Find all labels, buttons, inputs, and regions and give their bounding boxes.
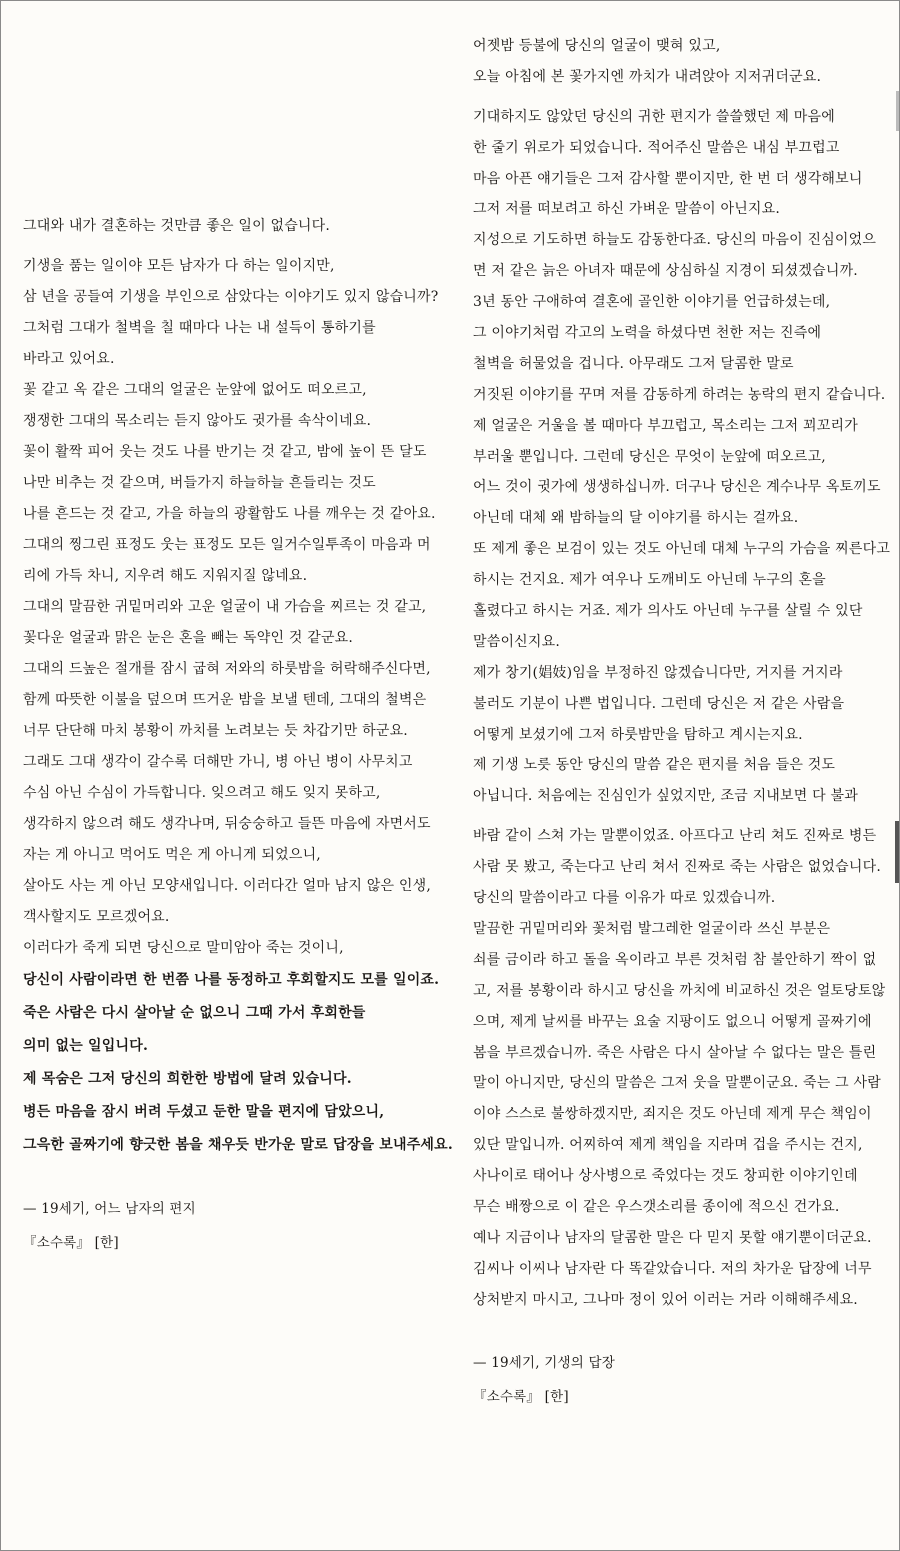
letter-line: 바람 같이 스쳐 가는 말뿐이었죠. 아프다고 난리 쳐도 진짜로 병든 [473,828,877,845]
letter-line: 아닙니다. 처음에는 진심인가 싶었지만, 조금 지내보면 다 불과 [473,788,858,805]
letter-line: 쇠를 금이라 하고 돌을 옥이라고 부른 것처럼 참 불안하기 짝이 없 [473,951,877,968]
letter-line: 생각하지 않으려 해도 생각나며, 뒤숭숭하고 들뜬 마음에 자면서도 [23,816,431,832]
letter-line: 기생을 품는 일이야 모든 남자가 다 하는 일이지만, [23,258,335,274]
letter-line: 지성으로 기도하면 하늘도 감동한다죠. 당신의 마음이 진심이었으 [473,232,877,249]
gisaeng-reply-column [473,31,891,1414]
letter-line: 말이 아니지만, 당신의 말씀은 그저 웃을 말뿐이군요. 죽는 그 사람 [473,1075,881,1092]
source-citation: 『소수록』 [한] [473,1388,569,1405]
letter-line: 있단 말입니까. 어찌하여 제게 책임을 지라며 겁을 주시는 건지, [473,1137,863,1154]
letter-line: 당신의 말씀이라고 다를 이유가 따로 있겠습니까. [473,890,776,907]
letter-line: 살아도 사는 게 아닌 모양새입니다. 이러다간 얼마 남지 않은 인생, [23,878,431,894]
letter-line: 제 기생 노릇 동안 당신의 말씀 같은 편지를 처음 들은 것도 [473,757,836,774]
letter-line: 수심 아닌 수심이 가득합니다. 잊으려고 해도 잊지 못하고, [23,785,381,801]
letter-line: 이러다가 죽게 되면 당신으로 말미암아 죽는 것이니, [23,940,344,956]
letter-line: 쟁쟁한 그대의 목소리는 듣지 않아도 귓가를 속삭이네요. [23,413,372,429]
letter-line: 그처럼 그대가 철벽을 칠 때마다 나는 내 설득이 통하기를 [23,320,376,336]
letter-line-bold: 죽은 사람은 다시 살아날 순 없으니 그때 가서 후회한들 [23,1005,366,1021]
letter-line: 그저 저를 떠보려고 하신 가벼운 말씀이 아닌지요. [473,201,781,218]
letter-line: 바라고 있어요. [23,351,115,367]
letter-line: 김씨나 이씨나 남자란 다 똑같았습니다. 저의 차가운 답장에 너무 [473,1260,872,1277]
letter-line: 자는 게 아니고 먹어도 먹은 게 아니게 되었으니, [23,847,321,863]
letter-line: 제 얼굴은 거울을 볼 때마다 부끄럽고, 목소리는 그저 꾀꼬리가 [473,417,858,434]
letter-line: 어젯밤 등불에 당신의 얼굴이 맺혀 있고, [473,38,721,54]
letter-line: 나만 비추는 것 같으며, 버들가지 하늘하늘 흔들리는 것도 [23,475,376,491]
letter-line-bold: 병든 마음을 잠시 버려 두셨고 둔한 말을 편지에 담았으니, [23,1104,385,1120]
source-citation: 『소수록』 [한] [23,1235,119,1251]
man-letter-column [23,211,453,1260]
letter-line: 어느 것이 귓가에 생생하십니까. 더구나 당신은 계수나무 옥토끼도 [473,479,881,496]
letter-line: 사나이로 태어나 상사병으로 죽었다는 것도 창피한 이야기인데 [473,1168,858,1185]
page-edge-mark [895,821,899,883]
letter-line: 꽃다운 얼굴과 맑은 눈은 혼을 빼는 독약인 것 같군요. [23,630,354,646]
letter-line: 고, 저를 봉황이라 하시고 당신을 까치에 비교하신 것은 얼토당토않 [473,982,886,999]
letter-line-bold: 그윽한 골짜기에 향긋한 봄을 채우듯 반가운 말로 답장을 보내주세요. [23,1137,453,1153]
letter-line: 그래도 그대 생각이 갈수록 더해만 가니, 병 아닌 병이 사무치고 [23,754,413,770]
letter-line: 말씀이신지요. [473,633,560,650]
letter-line-bold: 당신이 사람이라면 한 번쯤 나를 동정하고 후회할지도 모를 일이죠. [23,972,440,988]
letter-line: 예나 지금이나 남자의 달콤한 말은 다 믿지 못할 얘기뿐이더군요. [473,1229,872,1246]
letter-line: 그대의 말끔한 귀밑머리와 고운 얼굴이 내 가슴을 찌르는 것 같고, [23,599,427,615]
letter-line: 무슨 배짱으로 이 같은 우스갯소리를 종이에 적으신 건가요. [473,1198,840,1215]
letter-line: 제가 창기(娼妓)임을 부정하진 않겠습니다만, 거지를 거지라 [473,664,843,681]
letter-line: 그 이야기처럼 각고의 노력을 하셨다면 천한 저는 진즉에 [473,325,822,342]
letter-line: 오늘 아침에 본 꽃가지엔 까치가 내려앉아 지저귀더군요. [473,68,822,85]
letter-line: 또 제게 좋은 보검이 있는 것도 아닌데 대체 누구의 가슴을 찌른다고 [473,541,891,558]
letter-line: 불러도 기분이 나쁜 법입니다. 그런데 당신은 저 같은 사람을 [473,695,845,712]
letter-line: 그대의 찡그린 표정도 웃는 표정도 모든 일거수일투족이 마음과 머 [23,537,431,553]
letter-line: 나를 흔드는 것 같고, 가을 하늘의 광활함도 나를 깨우는 것 같아요. [23,506,436,522]
letter-line: 이야 스스로 불쌍하겠지만, 죄지은 것도 아닌데 제게 무슨 책임이 [473,1106,872,1123]
letter-line: 기대하지도 않았던 당신의 귀한 편지가 쓸쓸했던 제 마음에 [473,108,835,125]
letter-line: 어떻게 보셨기에 그저 하룻밤만을 탐하고 계시는지요. [473,726,803,743]
letter-line: 면 저 같은 늙은 아녀자 때문에 상심하실 지경이 되셨겠습니까. [473,263,858,280]
letter-line: 리에 가득 차니, 지우려 해도 지워지질 않네요. [23,568,308,584]
letter-line: 말끔한 귀밑머리와 꽃처럼 발그레한 얼굴이라 쓰신 부분은 [473,920,831,937]
letter-line: 마음 아픈 얘기들은 그저 감사할 뿐이지만, 한 번 더 생각해보니 [473,170,863,187]
letter-line-bold: 제 목숨은 그저 당신의 희한한 방법에 달려 있습니다. [23,1071,352,1087]
letter-line: 3년 동안 구애하여 결혼에 골인한 이야기를 언급하셨는데, [473,294,831,311]
letter-line: 삼 년을 공들여 기생을 부인으로 삼았다는 이야기도 있지 않습니까? [23,289,439,305]
letter-line-bold: 의미 없는 일입니다. [23,1038,149,1054]
letter-line: 으며, 제게 날씨를 바꾸는 요술 지팡이도 없으니 어떻게 골짜기에 [473,1013,872,1030]
letter-line: 아닌데 대체 왜 밤하늘의 달 이야기를 하시는 걸까요. [473,510,799,527]
letter-line: 객사할지도 모르겠어요. [23,909,170,925]
letter-line: 거짓된 이야기를 꾸며 저를 감동하게 하려는 농락의 편지 같습니다. [473,386,886,403]
letter-line: 홀렸다고 하시는 거죠. 제가 의사도 아닌데 누구를 살릴 수 있단 [473,603,863,620]
attribution: — 19세기, 어느 남자의 편지 [23,1201,196,1217]
letter-line: 그대의 드높은 절개를 잠시 굽혀 저와의 하룻밤을 허락해주신다면, [23,661,431,677]
page-edge-shadow [896,91,899,131]
letter-line: 함께 따뜻한 이불을 덮으며 뜨거운 밤을 보낼 텐데, 그대의 철벽은 [23,692,427,708]
letter-line: 꽃 같고 옥 같은 그대의 얼굴은 눈앞에 없어도 떠오르고, [23,382,367,398]
letter-line: 부러울 뿐입니다. 그런데 당신은 무엇이 눈앞에 떠오르고, [473,448,826,465]
letter-line: 사람 못 봤고, 죽는다고 난리 쳐서 진짜로 죽는 사람은 없었습니다. [473,859,881,876]
letter-line: 철벽을 허물었을 겁니다. 아무래도 그저 달콤한 말로 [473,355,794,372]
letter-line: 그대와 내가 결혼하는 것만큼 좋은 일이 없습니다. [23,218,331,234]
letter-line: 봄을 부르겠습니까. 죽은 사람은 다시 살아날 수 없다는 말은 틀린 [473,1044,877,1061]
letter-line: 너무 단단해 마치 봉황이 까치를 노려보는 듯 차갑기만 하군요. [23,723,408,739]
letter-line: 꽃이 활짝 피어 웃는 것도 나를 반기는 것 같고, 밤에 높이 뜬 달도 [23,444,427,460]
attribution: — 19세기, 기생의 답장 [473,1354,615,1371]
letter-line: 하시는 건지요. 제가 여우나 도깨비도 아닌데 누구의 혼을 [473,572,826,589]
letter-line: 한 줄기 위로가 되었습니다. 적어주신 말씀은 내심 부끄럽고 [473,139,840,156]
letter-line: 상처받지 마시고, 그나마 정이 있어 이러는 거라 이해해주세요. [473,1291,858,1308]
